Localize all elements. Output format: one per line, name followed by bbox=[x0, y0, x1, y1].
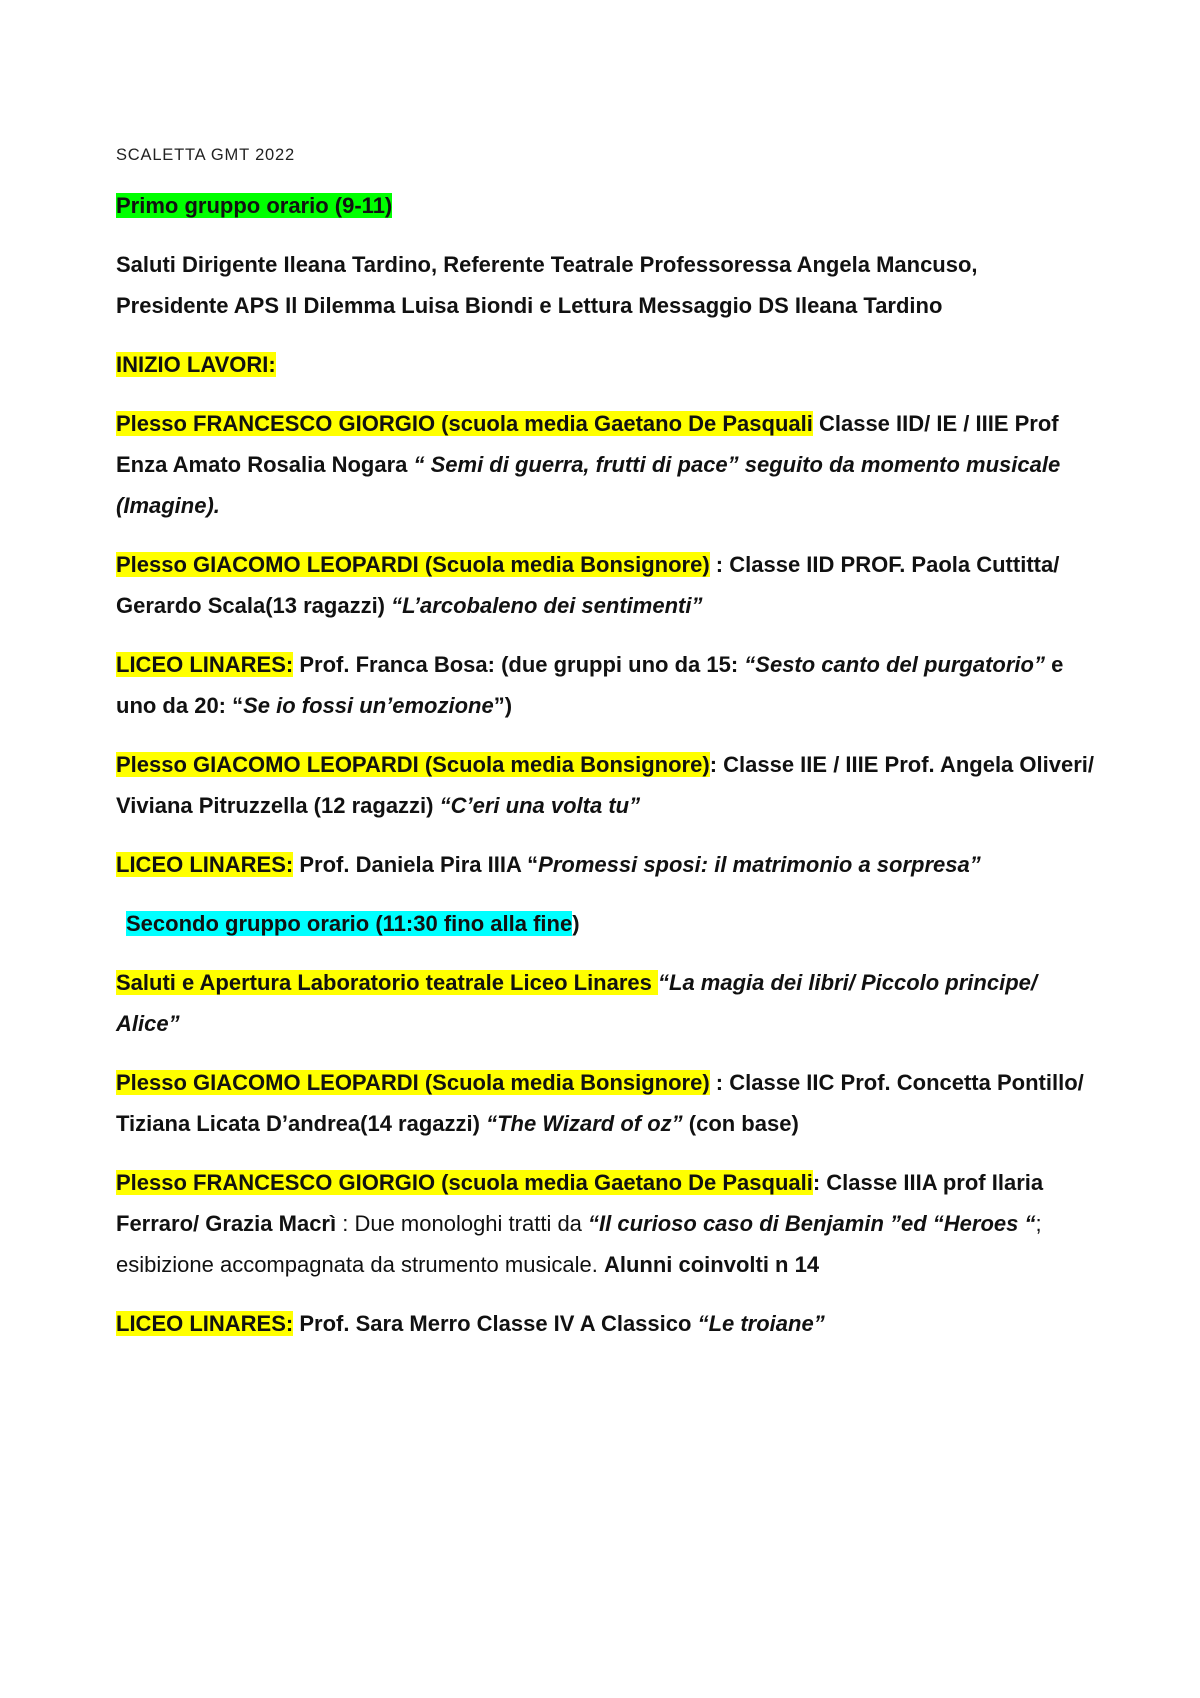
entry-4-detail: : Classe IIE / IIIE Prof. Angela Oliveri/ Viviana Pitruzzella (12 ragazzi) bbox=[116, 752, 1094, 818]
entry-2-title: “L’arcobaleno dei sentimenti” bbox=[391, 593, 703, 618]
entry-1-detail: Classe IID/ IE / IIIE Prof Enza Amato Rosalia Nogara bbox=[116, 411, 1059, 477]
entry-1 bbox=[116, 403, 1096, 526]
entry-3-title2: Se io fossi un’emozione bbox=[243, 693, 494, 718]
entry2-3-detail2: Alunni coinvolti n 14 bbox=[603, 1252, 820, 1277]
greetings-paragraph: Saluti Dirigente Ileana Tardino, Referente Teatrale Professoressa Angela Mancuso, Presidente APS Il Dilemma Luisa Biondi e Lettura Messaggio DS Ileana Tardino bbox=[116, 252, 978, 318]
entry2-2-school: Plesso GIACOMO LEOPARDI (Scuola media Bonsignore) bbox=[116, 1070, 710, 1095]
entry2-3-plain2: ; esibizione accompagnata da strumento musicale. bbox=[116, 1211, 1042, 1277]
entry2-4-school: LICEO LINARES: bbox=[116, 1311, 294, 1336]
group1-heading-paragraph bbox=[116, 185, 1096, 226]
entry2-3-detail: : Classe IIIA prof Ilaria Ferraro/ Grazia Macrì bbox=[116, 1170, 1044, 1236]
entry2-1-school: Saluti e Apertura Laboratorio teatrale Liceo Linares bbox=[116, 970, 658, 995]
entry-4 bbox=[116, 744, 1096, 826]
entry-3-detail: Prof. Franca Bosa: (due gruppi uno da 15: bbox=[293, 652, 745, 677]
group2-heading-paragraph bbox=[116, 903, 1096, 944]
entry2-2-detail: : Classe IIC Prof. Concetta Pontillo/ Tiziana Licata D’andrea(14 ragazzi) bbox=[116, 1070, 1084, 1136]
group1-heading: Primo gruppo orario (9-11) bbox=[116, 193, 393, 218]
entry2-2 bbox=[116, 1062, 1096, 1144]
entry2-2-detail2: (con base) bbox=[682, 1111, 799, 1136]
entry-3-title: “Sesto canto del purgatorio” bbox=[744, 652, 1045, 677]
group2-heading: Secondo gruppo orario (11:30 fino alla fine bbox=[126, 911, 573, 936]
entry-3 bbox=[116, 644, 1096, 726]
entry-4-school: Plesso GIACOMO LEOPARDI (Scuola media Bonsignore) bbox=[116, 752, 710, 777]
entry-5-title: Promessi sposi: il matrimonio a sorpresa” bbox=[538, 852, 981, 877]
entry-2-school: Plesso GIACOMO LEOPARDI (Scuola media Bonsignore) bbox=[116, 552, 710, 577]
entry-4-title: “C’eri una volta tu” bbox=[439, 793, 641, 818]
entry-5-detail: Prof. Daniela Pira IIIA “ bbox=[293, 852, 539, 877]
entry2-3-school: Plesso FRANCESCO GIORGIO (scuola media Gaetano De Pasquali bbox=[116, 1170, 813, 1195]
entry-3-school: LICEO LINARES: bbox=[116, 652, 294, 677]
entry2-4-title: “Le troiane” bbox=[697, 1311, 825, 1336]
entry2-1-title: “La magia dei libri/ Piccolo principe/ Alice” bbox=[116, 970, 1037, 1036]
entry-3-detail2: e uno da 20: “ bbox=[116, 652, 1064, 718]
entry-1-title: “ Semi di guerra, frutti di pace” seguito da momento musicale (Imagine). bbox=[116, 452, 1061, 518]
entry-1-school: Plesso FRANCESCO GIORGIO (scuola media Gaetano De Pasquali bbox=[116, 411, 813, 436]
entry2-2-title: “The Wizard of oz” bbox=[486, 1111, 683, 1136]
document-title: SCALETTA GMT 2022 bbox=[116, 146, 295, 164]
entry2-3-title: “Il curioso caso di Benjamin ”ed “Heroes “ bbox=[588, 1211, 1036, 1236]
entry2-3-plain: : Due monologhi tratti da bbox=[336, 1211, 589, 1236]
start-paragraph bbox=[116, 344, 1096, 385]
entry2-1 bbox=[116, 962, 1096, 1044]
entry2-4-detail: Prof. Sara Merro Classe IV A Classico bbox=[293, 1311, 698, 1336]
entry-5-school: LICEO LINARES: bbox=[116, 852, 294, 877]
entry-5 bbox=[116, 844, 1096, 885]
start-label: INIZIO LAVORI: bbox=[116, 352, 276, 377]
group2-heading-tail: ) bbox=[572, 911, 580, 936]
entry-3-detail3: ”) bbox=[493, 693, 513, 718]
entry2-3 bbox=[116, 1162, 1096, 1285]
entry-2 bbox=[116, 544, 1096, 626]
document-body bbox=[116, 143, 1096, 1362]
entry-2-detail: : Classe IID PROF. Paola Cuttitta/ Gerardo Scala(13 ragazzi) bbox=[116, 552, 1060, 618]
entry2-4 bbox=[116, 1303, 1096, 1344]
